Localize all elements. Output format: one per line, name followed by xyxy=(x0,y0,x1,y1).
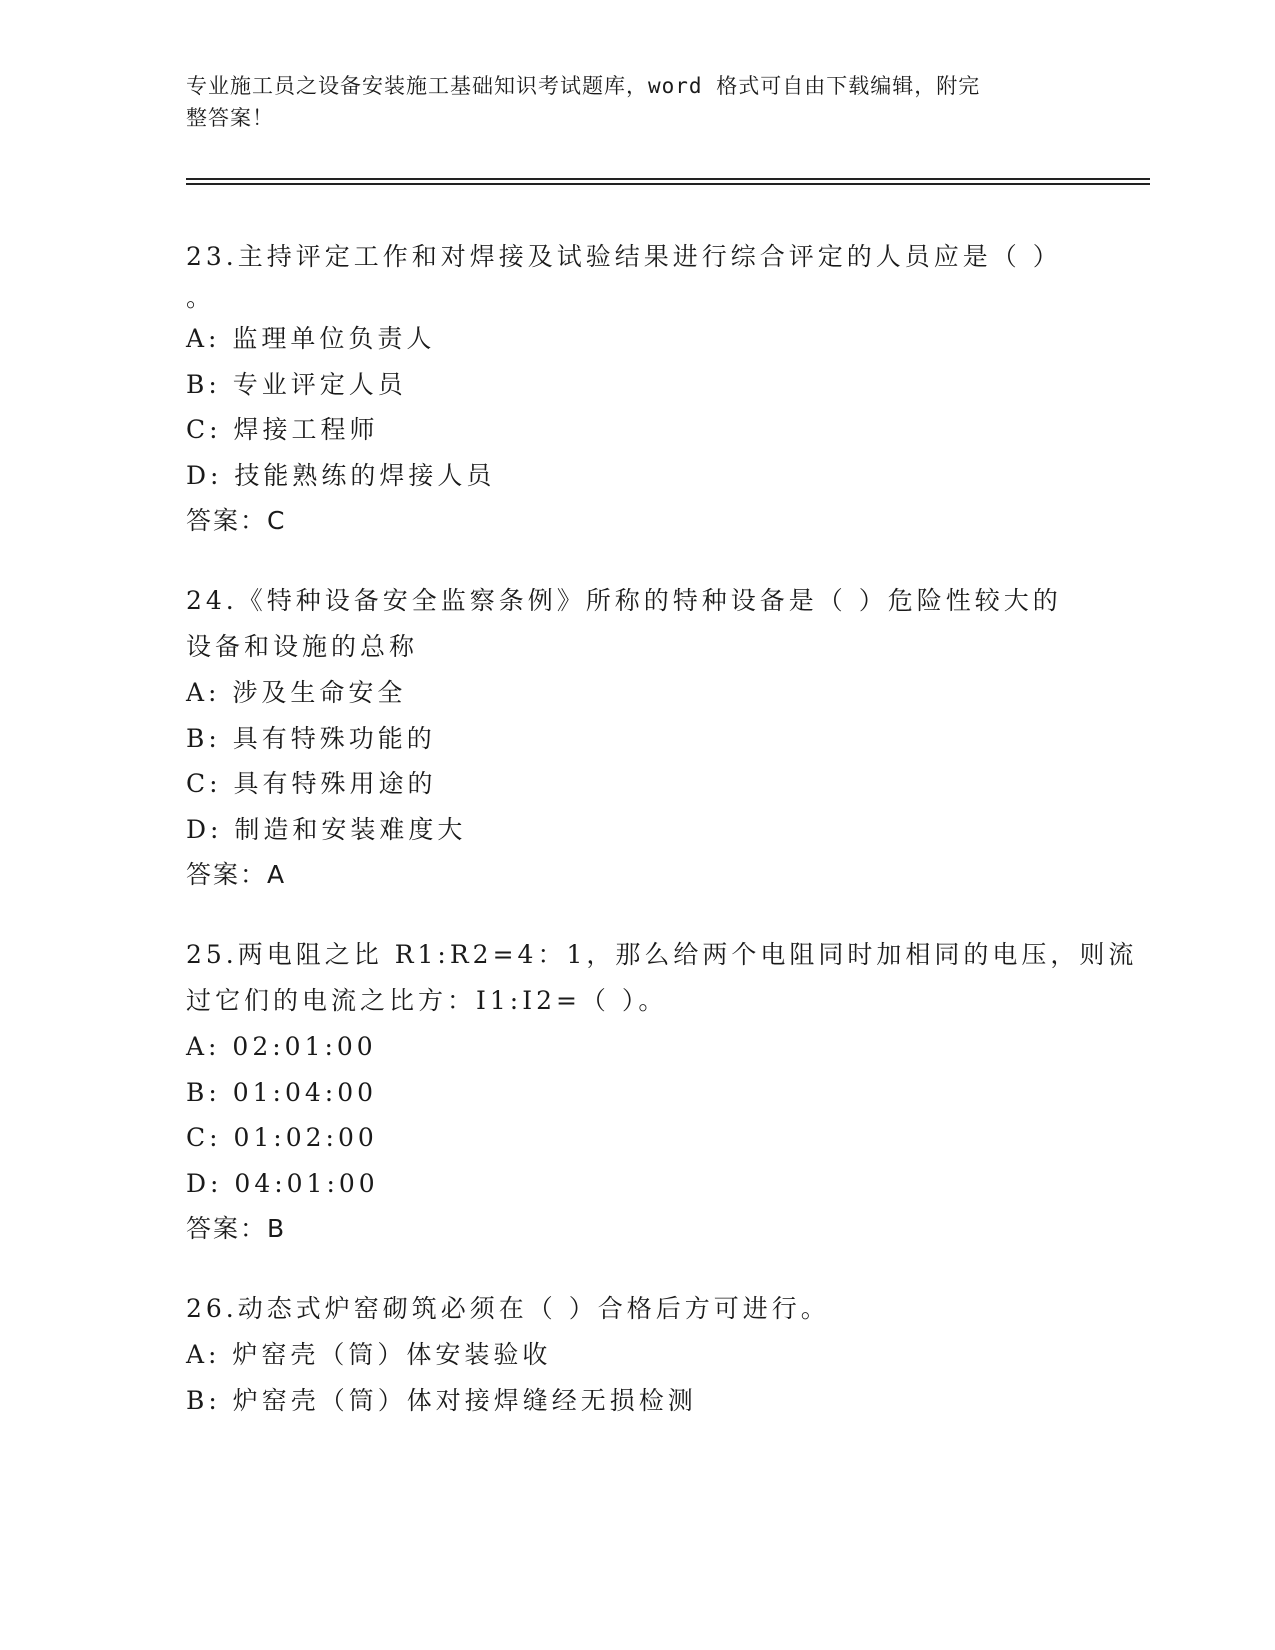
question-text: 23.主持评定工作和对焊接及试验结果进行综合评定的人员应是（ ） xyxy=(186,242,1062,271)
question-text: 24.《特种设备安全监察条例》所称的特种设备是（ ）危险性较大的 xyxy=(186,586,1062,615)
question-text-continuation: 过它们的电流之比方：I1:I2=（ ）。 xyxy=(186,986,668,1015)
question-24 xyxy=(186,578,1086,898)
answer-label: 答案：A xyxy=(186,860,287,889)
document-header xyxy=(186,70,1066,134)
option-a: A: 涉及生命安全 xyxy=(186,678,407,707)
option-c: C: 焊接工程师 xyxy=(186,415,379,444)
question-text-continuation: 。 xyxy=(186,283,216,312)
option-b: B: 具有特殊功能的 xyxy=(186,723,436,753)
option-b: B: 炉窑壳（筒）体对接焊缝经无损检测 xyxy=(186,1385,697,1415)
question-25 xyxy=(186,932,1138,1252)
question-23 xyxy=(186,234,1086,544)
question-text-continuation: 设备和设施的总称 xyxy=(186,632,419,661)
option-b: B: 专业评定人员 xyxy=(186,369,407,399)
option-d: D: 技能熟练的焊接人员 xyxy=(186,460,496,490)
option-a: A: 炉窑壳（筒）体安装验收 xyxy=(186,1340,552,1369)
answer-label: 答案：B xyxy=(186,1214,287,1243)
option-c: C: 具有特殊用途的 xyxy=(186,769,437,798)
option-b: B: 01:04:00 xyxy=(186,1077,378,1107)
option-d: D: 04:01:00 xyxy=(186,1168,379,1198)
answer-label: 答案：C xyxy=(186,506,287,535)
header-line-1: 专业施工员之设备安装施工基础知识考试题库，word 格式可自由下载编辑，附完 xyxy=(186,74,981,98)
question-list xyxy=(186,234,1138,1457)
option-c: C: 01:02:00 xyxy=(186,1123,378,1152)
question-26 xyxy=(186,1286,1086,1423)
option-a: A: 02:01:00 xyxy=(186,1032,377,1061)
option-a: A: 监理单位负责人 xyxy=(186,324,436,353)
option-d: D: 制造和安装难度大 xyxy=(186,814,467,844)
question-text: 26.动态式炉窑砌筑必须在（ ）合格后方可进行。 xyxy=(186,1294,830,1323)
header-line-2: 整答案！ xyxy=(186,106,274,130)
question-text: 25.两电阻之比 R1:R2=4：1，那么给两个电阻同时加相同的电压，则流 xyxy=(186,940,1138,969)
header-divider-top xyxy=(186,178,1150,180)
header-divider-bottom xyxy=(186,183,1150,185)
